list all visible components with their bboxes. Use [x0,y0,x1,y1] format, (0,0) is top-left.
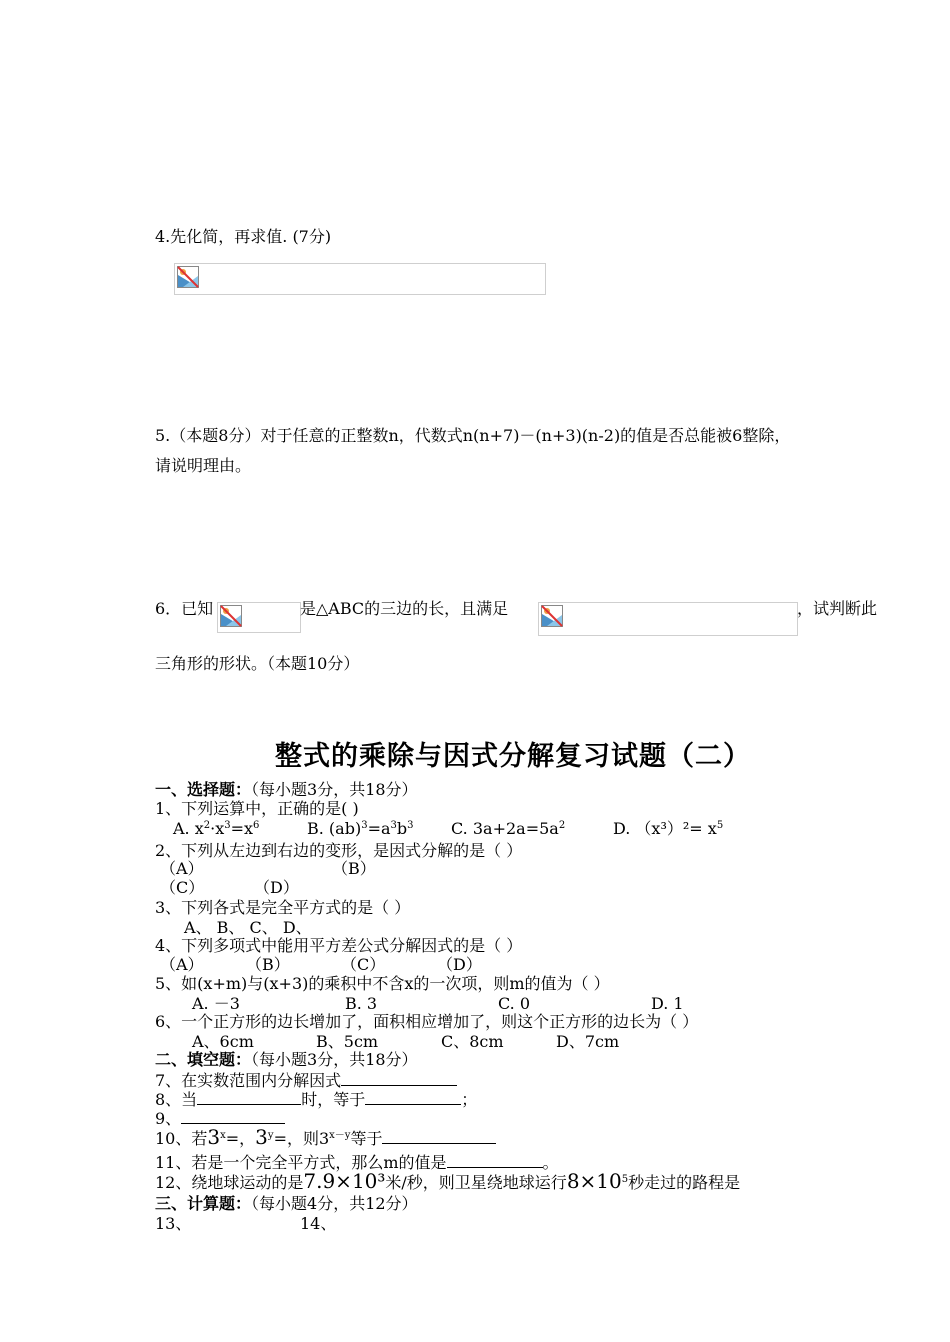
option-d: D、7cm [556,1032,620,1051]
fill-question-7: 7、在实数范围内分解因式 [155,1070,457,1090]
section-1-note: （每小题3分，共18分） [251,780,418,799]
broken-image-icon [220,605,242,627]
section-3-title: 三、计算题： [155,1194,252,1213]
mc-question-1: 1、下列运算中，正确的是( ) [155,799,359,818]
answer-blank[interactable] [365,1089,461,1105]
section-2-heading [155,1050,418,1069]
calc-question-13: 13、 [155,1214,192,1233]
option-d: D. 1 [651,994,684,1013]
option-b: B. 3 [345,994,378,1013]
question-4-title: 4.先化简，再求值. (7分) [155,227,332,246]
mc-question-3: 3、下列各式是完全平方式的是（ ） [155,898,411,917]
exam-title: 整式的乘除与因式分解复习试题（二） [275,741,751,772]
option-c: C. $3a+2a=5a^2$ [451,819,566,838]
option-a: A. $x^2\cdot x^3=x^6$ [173,819,260,838]
question-6-middle: 是△ABC的三边的长，且满足 [300,599,509,618]
section-2-title: 二、填空题： [155,1050,252,1069]
option-a: A、6cm [192,1032,254,1051]
question-5-line2: 请说明理由。 [155,456,252,475]
fill-question-9: 9、 [155,1108,285,1128]
option-a: A. －3 [192,994,240,1013]
broken-image-icon [541,605,563,627]
answer-blank[interactable] [341,1070,457,1086]
option-b: （B） [332,859,376,878]
fill-question-11: 11、若是一个完全平方式，那么m的值是 。 [155,1153,559,1172]
formula-image-placeholder [217,602,301,633]
broken-image-icon [177,266,199,288]
answer-blank[interactable] [382,1128,496,1144]
calc-question-14: 14、 [300,1214,337,1233]
section-3-heading [155,1194,418,1213]
fill-question-10: 10、若$3^x=$，$3^y=$，则$3^{x-y}$等于 [155,1128,496,1148]
option-b: （B） [246,955,290,974]
section-1-heading [155,780,418,799]
answer-blank[interactable] [197,1089,301,1105]
question-6-prefix: 6．已知 [155,599,214,618]
option-d: D. $(x^3)^2= x^5$ [613,819,724,838]
option-a: （A） [160,859,204,878]
question-6-line2: 三角形的形状。（本题10分） [155,654,360,673]
option-a: （A） [160,955,204,974]
option-c: （C） [160,878,205,897]
section-1-title: 一、选择题： [155,780,252,799]
question-6-suffix: ，试判断此 [797,599,878,618]
question-5-line1: 5.（本题8分）对于任意的正整数n，代数式n(n+7)－(n+3)(n-2)的值是否总能被6整除， [155,426,791,445]
option-c: C. 0 [498,994,531,1013]
mc-question-4: 4、下列多项式中能用平方差公式分解因式的是（ ） [155,936,523,955]
option-d: （D） [437,955,482,974]
mc-question-3-options: A、 B、 C、 D、 [184,918,312,937]
answer-blank[interactable] [181,1108,285,1124]
option-c: （C） [341,955,386,974]
mc-question-5: 5、如(x+m)与(x+3)的乘积中不含x的一次项，则m的值为（ ） [155,974,610,993]
formula-image-placeholder [174,263,546,295]
mc-question-2: 2、下列从左边到右边的变形，是因式分解的是（ ） [155,841,523,860]
mc-question-1-options [173,819,259,838]
answer-blank[interactable] [447,1152,543,1168]
formula-image-placeholder [538,602,798,636]
section-2-note: （每小题3分，共18分） [251,1050,418,1069]
option-b: B、5cm [316,1032,379,1051]
fill-question-8: 8、当 时，等于 ； [155,1090,478,1109]
option-c: C、8cm [441,1032,504,1051]
mc-question-6: 6、一个正方形的边长增加了，面积相应增加了，则这个正方形的边长为（ ） [155,1012,699,1031]
option-d: （D） [254,878,299,897]
section-3-note: （每小题4分，共12分） [251,1194,418,1213]
option-b: B. $(ab)^3=a^3b^3$ [307,819,414,838]
fill-question-12: 12、绕地球运动的是7.9×10³米/秒，则卫星绕地球运行$8\times 10^5$秒走过的路程是 [155,1169,741,1193]
